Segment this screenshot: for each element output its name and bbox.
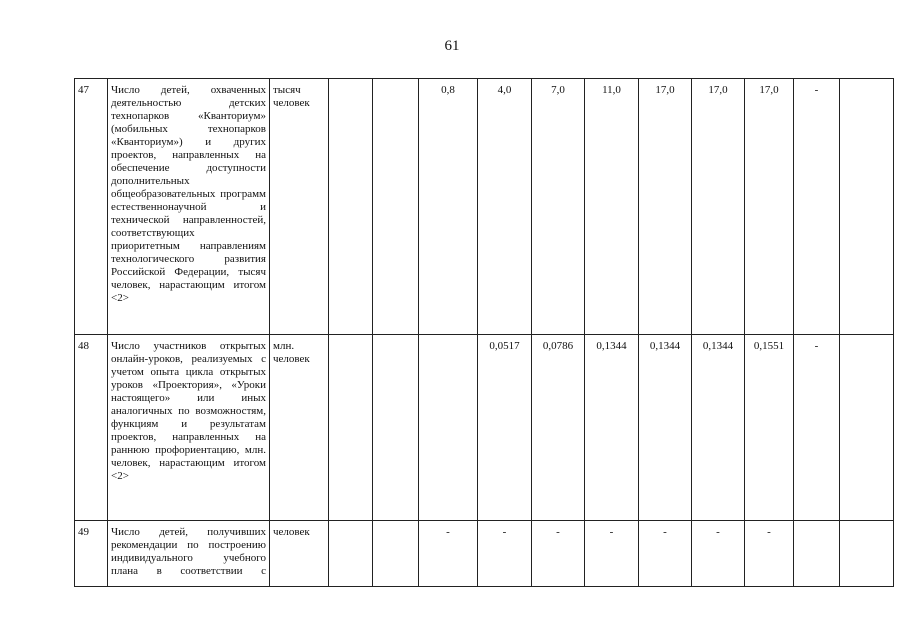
value-cell: - <box>478 521 532 587</box>
row-number: 47 <box>75 79 108 335</box>
value-cell: 11,0 <box>585 79 639 335</box>
row-number: 48 <box>75 335 108 521</box>
value-cell: 0,1344 <box>692 335 745 521</box>
value-cell: - <box>794 79 840 335</box>
value-cell: 0,1551 <box>745 335 794 521</box>
unit-cell: тысяч человек <box>270 79 329 335</box>
value-cell <box>329 79 373 335</box>
value-cell <box>329 521 373 587</box>
value-cell <box>373 335 419 521</box>
value-cell: - <box>794 335 840 521</box>
value-cell <box>794 521 840 587</box>
row-number: 49 <box>75 521 108 587</box>
value-cell: - <box>692 521 745 587</box>
value-cell: 0,0786 <box>532 335 585 521</box>
page-number: 61 <box>444 38 460 54</box>
value-cell: - <box>532 521 585 587</box>
value-cell: 0,0517 <box>478 335 532 521</box>
indicators-table <box>74 78 894 587</box>
value-cell <box>419 335 478 521</box>
value-cell <box>840 521 894 587</box>
indicator-description: Число детей, охваченных деятельностью детских технопарков «Кванториум» (мобильных технопарков «Кванториум») и других проектов, направленных на обеспечение доступности дополнительных общеобразовательных программ естественнонаучной и технической направленностей, соответствующих приоритетным направлениям технологического развития Российской Федерации, тысяч человек, нарастающим итогом <2> <box>108 79 270 335</box>
value-cell: 4,0 <box>478 79 532 335</box>
unit-cell: человек <box>270 521 329 587</box>
value-cell: - <box>419 521 478 587</box>
table-row <box>75 335 894 521</box>
table-row <box>75 79 894 335</box>
value-cell <box>840 79 894 335</box>
value-cell <box>840 335 894 521</box>
value-cell <box>373 521 419 587</box>
value-cell: - <box>745 521 794 587</box>
value-cell: 0,1344 <box>639 335 692 521</box>
table-row <box>75 521 894 587</box>
indicator-description: Число участников открытых онлайн-уроков, реализуемых с учетом опыта цикла открытых уроков «Проектория», «Уроки настоящего» или иных аналогичных по возможностям, функциям и результатам проектов, направленных на раннюю профориентацию, млн. человек, нарастающим итогом <2> <box>108 335 270 521</box>
value-cell: - <box>639 521 692 587</box>
value-cell: 17,0 <box>639 79 692 335</box>
value-cell: 17,0 <box>745 79 794 335</box>
value-cell <box>329 335 373 521</box>
value-cell <box>373 79 419 335</box>
value-cell: 17,0 <box>692 79 745 335</box>
value-cell: - <box>585 521 639 587</box>
value-cell: 0,8 <box>419 79 478 335</box>
indicator-description: Число детей, получивших рекомендации по построению индивидуального учебного плана в соответствии с <box>108 521 270 587</box>
value-cell: 7,0 <box>532 79 585 335</box>
value-cell: 0,1344 <box>585 335 639 521</box>
unit-cell: млн. человек <box>270 335 329 521</box>
